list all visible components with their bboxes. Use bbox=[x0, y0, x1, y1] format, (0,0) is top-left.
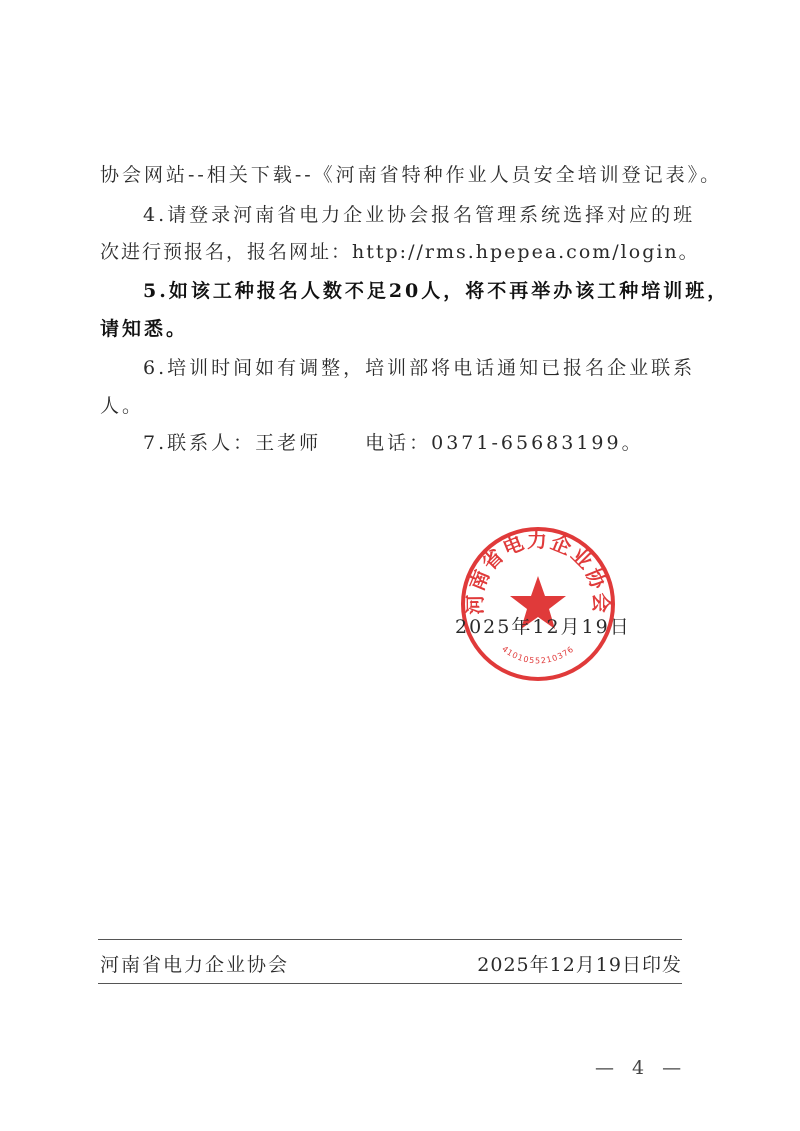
item-6-line-2: 人。 bbox=[100, 395, 145, 417]
item-4-line-2: 次进行预报名，报名网址：http://rms.hpepea.com/login。 bbox=[100, 241, 700, 263]
body-line-1: 协会网站--相关下载--《河南省特种作业人员安全培训登记表》。 bbox=[100, 164, 723, 186]
item-5-line-2: 请知悉。 bbox=[100, 318, 189, 340]
footer-top-rule bbox=[98, 939, 682, 940]
page-number: — 4 — bbox=[595, 1057, 688, 1079]
svg-text:4101055210376: 4101055210376 bbox=[500, 644, 576, 666]
footer-bottom-rule bbox=[98, 983, 682, 984]
svg-text:河南省电力企业协会: 河南省电力企业协会 bbox=[462, 528, 614, 615]
footer-issue-date: 2025年12月19日印发 bbox=[477, 954, 682, 976]
footer-org: 河南省电力企业协会 bbox=[100, 954, 290, 976]
official-seal-icon bbox=[458, 524, 618, 684]
item-7-contact: 7.联系人：王老师 电话：0371-65683199。 bbox=[143, 432, 644, 454]
signature-date: 2025年12月19日 bbox=[455, 616, 631, 638]
item-4-line-1: 4.请登录河南省电力企业协会报名管理系统选择对应的班 bbox=[143, 204, 696, 226]
item-5-line-1: 5.如该工种报名人数不足20人，将不再举办该工种培训班， bbox=[143, 280, 730, 302]
item-6-line-1: 6.培训时间如有调整，培训部将电话通知已报名企业联系 bbox=[143, 357, 696, 379]
